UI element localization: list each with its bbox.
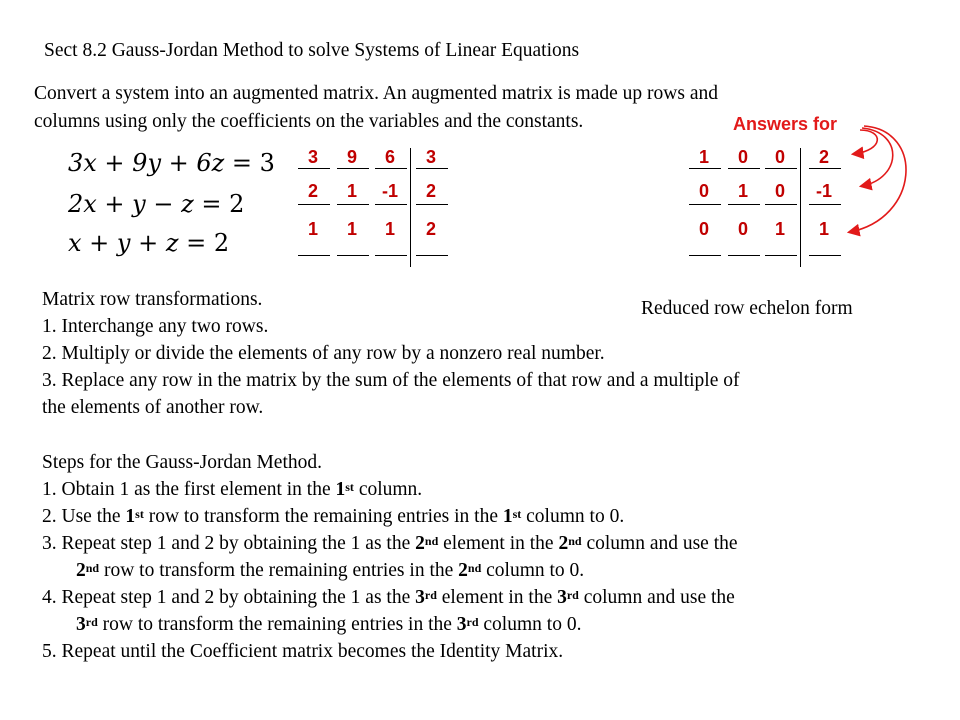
step-3: 3. Repeat step 1 and 2 by obtaining the 1 as the 2nd element in the 2nd column and use the (42, 533, 738, 554)
step-3-continued: 2nd row to transform the remaining entries in the 2nd column to 0. (76, 560, 585, 581)
matrix-cell: 3 (425, 147, 436, 167)
rref-augment-divider (800, 148, 801, 267)
intro-paragraph (34, 80, 718, 136)
rref-rule (809, 168, 841, 169)
rref-rule (728, 168, 760, 169)
rref-cell: 1 (818, 219, 829, 239)
matrix-rule (416, 255, 448, 256)
matrix-cell: -1 (381, 181, 398, 201)
equation-2-rhs: 2 (229, 190, 245, 218)
rref-rule (765, 168, 797, 169)
rref-rule (689, 204, 721, 205)
rref-cell: 0 (774, 147, 785, 167)
matrix-cell: 2 (425, 219, 436, 239)
matrix-rule (298, 255, 330, 256)
rref-cell: 0 (737, 219, 748, 239)
answers-arrows (840, 118, 920, 243)
rref-cell: 1 (774, 219, 785, 239)
rref-cell: 1 (737, 181, 748, 201)
rref-cell: 0 (698, 219, 709, 239)
equation-1: 3x + 9y + 6z = 3 (68, 149, 275, 177)
rref-rule (765, 204, 797, 205)
step-4-continued: 3rd row to transform the remaining entries in the 3rd column to 0. (76, 614, 582, 635)
rref-label: Reduced row echelon form (641, 298, 853, 319)
rref-cell: 0 (737, 147, 748, 167)
equation-3-rhs: 2 (213, 229, 230, 257)
gauss-jordan-steps (42, 449, 738, 665)
matrix-rule (375, 204, 407, 205)
equation-1-rhs: 3 (259, 149, 275, 177)
rref-cell: 0 (774, 181, 785, 201)
page-title: Sect 8.2 Gauss-Jordan Method to solve Systems of Linear Equations (44, 40, 580, 61)
matrix-cell: 6 (384, 147, 395, 167)
matrix-cell: 1 (346, 181, 357, 201)
rref-cell: 2 (818, 147, 829, 167)
matrix-cell: 1 (346, 219, 357, 239)
matrix-rule (337, 255, 369, 256)
step-4: 4. Repeat step 1 and 2 by obtaining the 1 as the 3rd element in the 3rd column and use the (42, 587, 735, 608)
equation-3: x + y + z = 2 (68, 229, 230, 257)
list-item: 1. Interchange any two rows. (42, 316, 269, 337)
matrix-cell: 1 (384, 219, 395, 239)
matrix-rule (337, 168, 369, 169)
steps-heading: Steps for the Gauss-Jordan Method. (42, 452, 322, 473)
list-item: 3. Replace any row in the matrix by the sum of the elements of that row and a multiple of (42, 370, 740, 391)
equation-1-lhs: 3x + 9y + 6z (68, 149, 225, 177)
rref-rule (728, 255, 760, 256)
arrow-to-row-1 (854, 130, 877, 154)
matrix-rule (416, 204, 448, 205)
matrix-rule (375, 168, 407, 169)
equation-2: 2x + y − z = 2 (68, 190, 245, 218)
intro-line-1: Convert a system into an augmented matrix. An augmented matrix is made up rows and (34, 83, 718, 104)
matrix-cell: 9 (346, 147, 357, 167)
list-item: the elements of another row. (42, 397, 264, 418)
augment-divider (410, 148, 411, 267)
matrix-rule (416, 168, 448, 169)
rref-cell: 0 (698, 181, 709, 201)
matrix-rule (337, 204, 369, 205)
intro-line-2: columns using only the coefficients on the variables and the constants. (34, 111, 584, 132)
row-transformations (42, 286, 739, 421)
step-5: 5. Repeat until the Coefficient matrix becomes the Identity Matrix. (42, 641, 564, 662)
matrix-rule (298, 204, 330, 205)
row-transformations-heading: Matrix row transformations. (42, 289, 263, 310)
rref-rule (689, 255, 721, 256)
matrix-rule (375, 255, 407, 256)
step-1: 1. Obtain 1 as the first element in the 1st column. (42, 479, 423, 500)
rref-cell: -1 (815, 181, 832, 201)
matrix-cell: 2 (307, 181, 318, 201)
answers-label: Answers for (733, 114, 838, 134)
list-item: 2. Multiply or divide the elements of any row by a nonzero real number. (42, 343, 605, 364)
matrix-rule (298, 168, 330, 169)
rref-rule (809, 255, 841, 256)
matrix-cell: 3 (307, 147, 318, 167)
rref-cell: 1 (698, 147, 709, 167)
matrix-cell: 2 (425, 181, 436, 201)
rref-rule (809, 204, 841, 205)
rref-rule (689, 168, 721, 169)
rref-rule (728, 204, 760, 205)
rref-rule (765, 255, 797, 256)
matrix-cell: 1 (307, 219, 318, 239)
equation-3-lhs: x + y + z (68, 229, 179, 257)
equation-2-lhs: 2x + y − z (68, 190, 194, 218)
step-2: 2. Use the 1st row to transform the remaining entries in the 1st column to 0. (42, 506, 625, 527)
